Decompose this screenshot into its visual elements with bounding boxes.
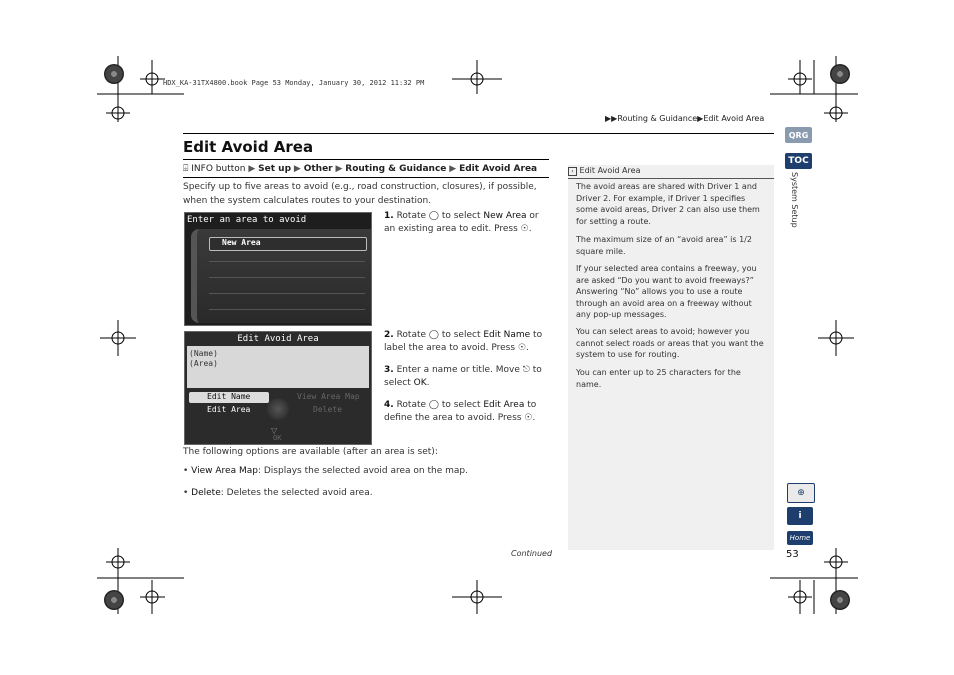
menu-path <box>183 164 537 174</box>
view-area-map-button[interactable]: View Area Map <box>297 392 360 401</box>
section-tab-label[interactable]: System Setup <box>790 172 799 228</box>
rotate-dial-icon: ◯ <box>428 211 439 221</box>
title-underline <box>183 159 549 160</box>
screen-title: Edit Avoid Area <box>237 334 319 344</box>
list-divider <box>209 277 365 278</box>
home-icon[interactable]: Home <box>787 531 813 545</box>
options-intro: The following options are available (after an area is set): <box>183 447 438 457</box>
press-dial-icon: ☉ <box>517 342 527 353</box>
toc-tab[interactable]: TOC <box>785 153 812 169</box>
screen-title: Enter an area to avoid <box>187 215 307 225</box>
press-dial-icon: ☉ <box>520 223 529 234</box>
list-divider <box>209 309 365 310</box>
list-divider <box>209 261 365 262</box>
qrg-tab[interactable]: QRG <box>785 127 812 143</box>
path-sep: ▶ <box>449 164 457 174</box>
breadcrumb-sep: ▶ <box>697 114 704 123</box>
area-field[interactable]: (Area) <box>189 359 218 368</box>
intro-text: Specify up to five areas to avoid (e.g., road construction, closures), if possible, when the system calculates routes to your destination. <box>183 182 537 206</box>
ok-button[interactable]: OK <box>273 434 282 442</box>
screenshot-edit-avoid-area <box>184 331 372 445</box>
rotate-dial-icon: ◯ <box>428 400 439 410</box>
note-5: You can enter up to 25 characters for the name. <box>576 368 741 389</box>
list-divider <box>209 293 365 294</box>
step-4: 4. Rotate ◯ to select Edit Area to define the area to avoid. Press ☉. <box>384 400 537 423</box>
knob-icon <box>267 398 289 420</box>
step-3: 3. Enter a name or title. Move ⎋ to select OK. <box>384 365 542 388</box>
chevron-down-icon: ▽ <box>271 426 278 435</box>
press-dial-icon: ☉ <box>524 412 533 423</box>
registration-disc <box>830 590 850 610</box>
list-item-new-area[interactable]: New Area <box>209 237 367 251</box>
info-button-icon: ⌹ <box>183 164 189 174</box>
info-index-icon[interactable]: i <box>787 507 813 525</box>
breadcrumb-part-2[interactable]: Edit Avoid Area <box>703 114 765 123</box>
notes-rule <box>568 178 774 179</box>
note-4: You can select areas to avoid; however you cannot select roads or areas that you want the system to use for routing. <box>576 327 764 359</box>
registration-disc <box>830 64 850 84</box>
path-item: Other <box>303 164 333 174</box>
edit-name-button[interactable]: Edit Name <box>189 392 269 403</box>
path-sep: ▶ <box>293 164 301 174</box>
breadcrumb-part-1[interactable]: Routing & Guidance <box>617 114 698 123</box>
option-view-area-map: • View Area Map: Displays the selected avoid area on the map. <box>183 466 468 476</box>
option-delete: • Delete: Deletes the selected avoid area. <box>183 488 373 498</box>
path-item: Edit Avoid Area <box>459 164 538 174</box>
delete-button[interactable]: Delete <box>313 405 342 414</box>
registration-disc <box>104 590 124 610</box>
breadcrumb <box>605 114 764 123</box>
bullet-icon: • <box>183 488 192 498</box>
path-sep: ▶ <box>335 164 343 174</box>
header-rule <box>183 133 774 134</box>
screenshot-area-list <box>184 212 372 326</box>
note-1: The avoid areas are shared with Driver 1 and Driver 2. For example, if Driver 1 specifies some avoid areas, Driver 2 can also use them for setting a route. <box>576 182 760 226</box>
path-sep: ▶ <box>248 164 256 174</box>
page-number: 53 <box>786 549 799 560</box>
page-title: Edit Avoid Area <box>183 138 314 156</box>
breadcrumb-arrows: ▶▶ <box>605 114 618 123</box>
rotate-dial-icon: ◯ <box>428 330 439 340</box>
step-1: 1. Rotate ◯ to select New Area or an existing area to edit. Press ☉. <box>384 211 539 234</box>
note-3: If your selected area contains a freeway, you are asked “Do you want to avoid freeways?” Answering “No” allows you to use a route through an avoid area on a freeway without any pop-up messages. <box>576 264 757 319</box>
registration-disc <box>104 64 124 84</box>
note-2: The maximum size of an “avoid area” is 1/2 square mile. <box>576 235 752 256</box>
voice-command-icon[interactable]: ⊕ <box>787 483 815 503</box>
path-start: INFO button <box>191 164 246 174</box>
path-item: Routing & Guidance <box>345 164 447 174</box>
notes-icon: › <box>568 167 577 176</box>
path-item: Set up <box>258 164 292 174</box>
name-field[interactable]: (Name) <box>189 349 218 358</box>
path-rule <box>183 177 549 178</box>
notes-heading: › Edit Avoid Area <box>568 166 774 176</box>
move-dial-icon: ⎋ <box>522 365 530 375</box>
continued-label: Continued <box>511 549 553 558</box>
print-header: HDX_KA-31TX4800.book Page 53 Monday, January 30, 2012 11:32 PM <box>163 79 425 87</box>
edit-area-button[interactable]: Edit Area <box>207 405 251 414</box>
step-2: 2. Rotate ◯ to select Edit Name to label the area to avoid. Press ☉. <box>384 330 543 353</box>
bullet-icon: • <box>183 466 192 476</box>
